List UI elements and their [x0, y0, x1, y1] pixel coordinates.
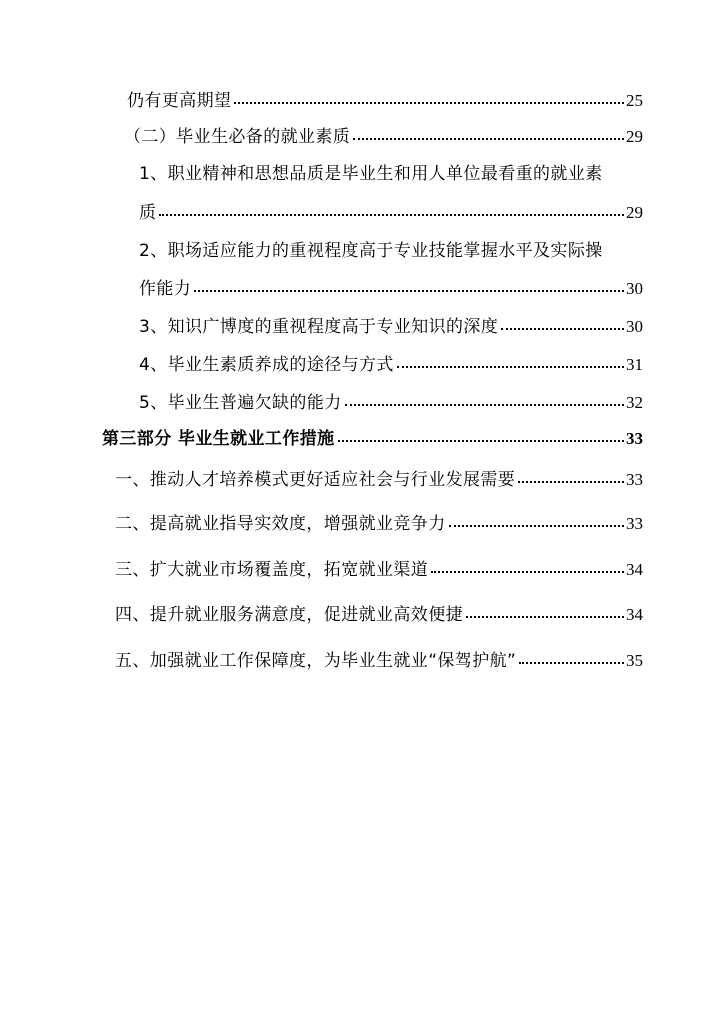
toc-entry-title: 三、扩大就业市场覆盖度，拓宽就业渠道	[115, 560, 429, 580]
toc-entry[interactable]	[115, 604, 643, 626]
toc-entry[interactable]	[139, 278, 643, 300]
toc-page-number: 32	[626, 393, 643, 412]
toc-entry-title: 质	[139, 203, 157, 223]
toc-entry[interactable]	[127, 90, 643, 112]
dot-leader	[466, 616, 624, 618]
toc-entry-title: 二、提高就业指导实效度，增强就业竞争力	[115, 514, 446, 534]
toc-page-number: 35	[626, 651, 643, 670]
toc-entry[interactable]	[139, 316, 643, 338]
toc-entry[interactable]	[115, 650, 643, 672]
toc-entry[interactable]	[139, 354, 643, 376]
toc-entry-title: 五、加强就业工作保障度，为毕业生就业“保驾护航”	[115, 651, 517, 671]
toc-page-number: 29	[626, 127, 643, 146]
toc-page-number: 34	[626, 560, 643, 579]
dot-leader	[397, 366, 624, 368]
toc-entry-title: 作能力	[139, 279, 192, 299]
toc-page-number: 33	[626, 429, 643, 448]
toc-entry[interactable]	[115, 513, 643, 535]
toc-entry-title: 3、知识广博度的重视程度高于专业知识的深度	[139, 317, 499, 337]
dot-leader	[518, 481, 624, 483]
dot-leader	[431, 571, 624, 573]
dot-leader	[519, 662, 624, 664]
toc-entry[interactable]	[124, 126, 643, 148]
toc-entry-title: 一、推动人才培养模式更好适应社会与行业发展需要	[115, 470, 516, 490]
dot-leader	[345, 404, 624, 406]
toc-entry-title: 5、毕业生普遍欠缺的能力	[139, 393, 342, 413]
dot-leader	[159, 214, 624, 216]
toc-page-number: 33	[626, 514, 643, 533]
dot-leader	[234, 102, 624, 104]
toc-page-number: 25	[626, 91, 643, 110]
toc-page-number: 34	[626, 605, 643, 624]
dot-leader	[501, 328, 624, 330]
toc-entry[interactable]	[115, 559, 643, 581]
toc-page-number: 30	[626, 279, 643, 298]
toc-page-number: 31	[626, 355, 643, 374]
toc-page-number: 29	[626, 203, 643, 222]
toc-page-number: 33	[626, 470, 643, 489]
dot-leader	[353, 138, 624, 140]
dot-leader	[338, 440, 624, 442]
toc-entry-title-line[interactable]: 1、职业精神和思想品质是毕业生和用人单位最看重的就业素	[139, 164, 603, 184]
toc-entry[interactable]	[139, 392, 643, 414]
toc-entry-title: （二）毕业生必备的就业素质	[124, 127, 351, 147]
toc-entry-title: 仍有更高期望	[127, 91, 232, 111]
toc-entry-title: 4、毕业生素质养成的途径与方式	[139, 355, 394, 375]
toc-part-entry[interactable]	[102, 428, 643, 450]
toc-entry[interactable]	[115, 469, 643, 491]
toc-entry[interactable]	[139, 202, 643, 224]
toc-entry-title: 四、提升就业服务满意度，促进就业高效便捷	[115, 605, 463, 625]
toc-entry-title: 第三部分 毕业生就业工作措施	[102, 429, 335, 449]
dot-leader	[194, 290, 624, 292]
dot-leader	[449, 525, 624, 527]
toc-page-number: 30	[626, 317, 643, 336]
toc-entry-title-line[interactable]: 2、职场适应能力的重视程度高于专业技能掌握水平及实际操	[139, 241, 603, 261]
